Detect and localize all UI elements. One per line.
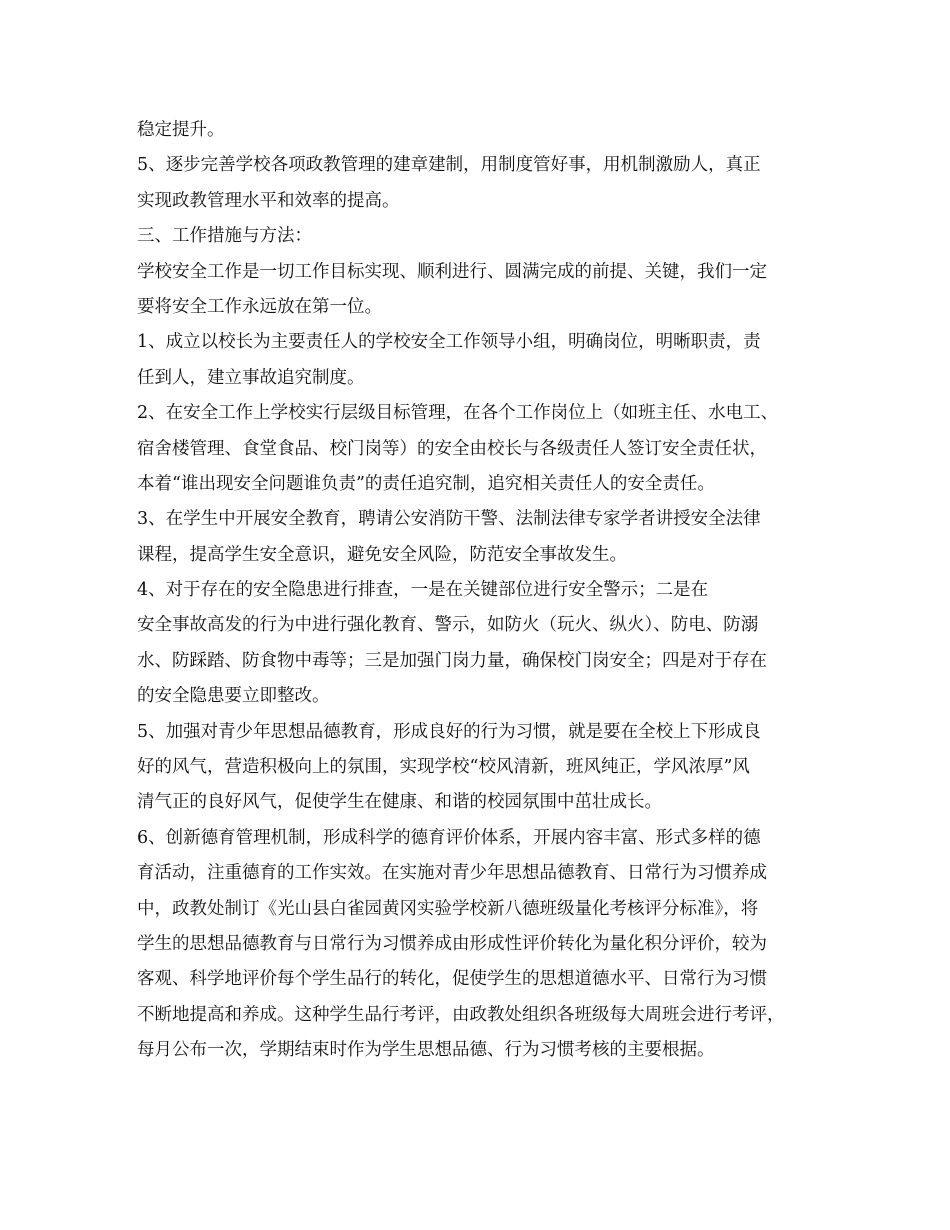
- document-line: 三、工作措施与方法：: [137, 226, 312, 247]
- document-line: 不断地提高和养成。这种学生品行考评，由政教处组织各班级每大周班会进行考评，: [137, 1004, 785, 1025]
- document-line: 5、逐步完善学校各项政教管理的建章建制，用制度管好事，用机制激励人，真正: [137, 155, 761, 176]
- document-line: 每月公布一次，学期结束时作为学生思想品德、行为习惯考核的主要根据。: [137, 1040, 715, 1061]
- document-line: 水、防踩踏、防食物中毒等；三是加强门岗力量，确保校门岗安全；四是对于存在: [137, 650, 767, 671]
- document-line: 学校安全工作是一切工作目标实现、顺利进行、圆满完成的前提、关键，我们一定: [137, 261, 767, 282]
- document-line: 的安全隐患要立即整改。: [137, 686, 330, 707]
- document-line: 要将安全工作永远放在第一位。: [137, 296, 382, 317]
- document-line: 客观、科学地评价每个学生品行的转化，促使学生的思想道德水平、日常行为习惯: [137, 969, 767, 990]
- document-line: 中，政教处制订《光山县白雀园黄冈实验学校新八德班级量化考核评分标准》，将: [137, 898, 759, 919]
- document-line: 实现政教管理水平和效率的提高。: [137, 190, 400, 211]
- document-line: 稳定提升。: [137, 120, 225, 140]
- document-line: 6、创新德育管理机制，形成科学的德育评价体系，开展内容丰富、形式多样的德: [137, 827, 761, 848]
- document-line: 3、在学生中开展安全教育，聘请公安消防干警、法制法律专家学者讲授安全法律: [137, 509, 761, 530]
- document-line: 好的风气，营造积极向上的氛围，实现学校“校风清新，班风纯正，学风浓厚”风: [137, 757, 750, 778]
- document-line: 本着“谁出现安全问题谁负责”的责任追究制，追究相关责任人的安全责任。: [137, 473, 715, 494]
- document-line: 2、在安全工作上学校实行层级目标管理，在各个工作岗位上（如班主任、水电工、: [137, 403, 779, 424]
- document-line: 4、对于存在的安全隐患进行排查，一是在关键部位进行安全警示；二是在: [137, 580, 709, 601]
- document-line: 育活动，注重德育的工作实效。在实施对青少年思想品德教育、日常行为习惯养成: [137, 863, 767, 884]
- document-line: 课程，提高学生安全意识，避免安全风险，防范安全事故发生。: [137, 544, 627, 565]
- document-line: 学生的思想品德教育与日常行为习惯养成由形成性评价转化为量化积分评价，较为: [137, 933, 767, 954]
- document-line: 安全事故高发的行为中进行强化教育、警示，如防火（玩火、纵火）、防电、防溺: [137, 615, 759, 636]
- document-body: [137, 113, 827, 1069]
- document-line: 任到人，建立事故追究制度。: [137, 367, 365, 388]
- document-line: 清气正的良好风气，促使学生在健康、和谐的校园氛围中茁壮成长。: [137, 792, 662, 813]
- document-line: 5、加强对青少年思想品德教育，形成良好的行为习惯，就是要在全校上下形成良: [137, 721, 761, 742]
- document-line: 1、成立以校长为主要责任人的学校安全工作领导小组，明确岗位，明晰职责，责: [137, 332, 761, 353]
- document-line: 宿舍楼管理、食堂食品、校门岗等）的安全由校长与各级责任人签订安全责任状，: [137, 438, 767, 459]
